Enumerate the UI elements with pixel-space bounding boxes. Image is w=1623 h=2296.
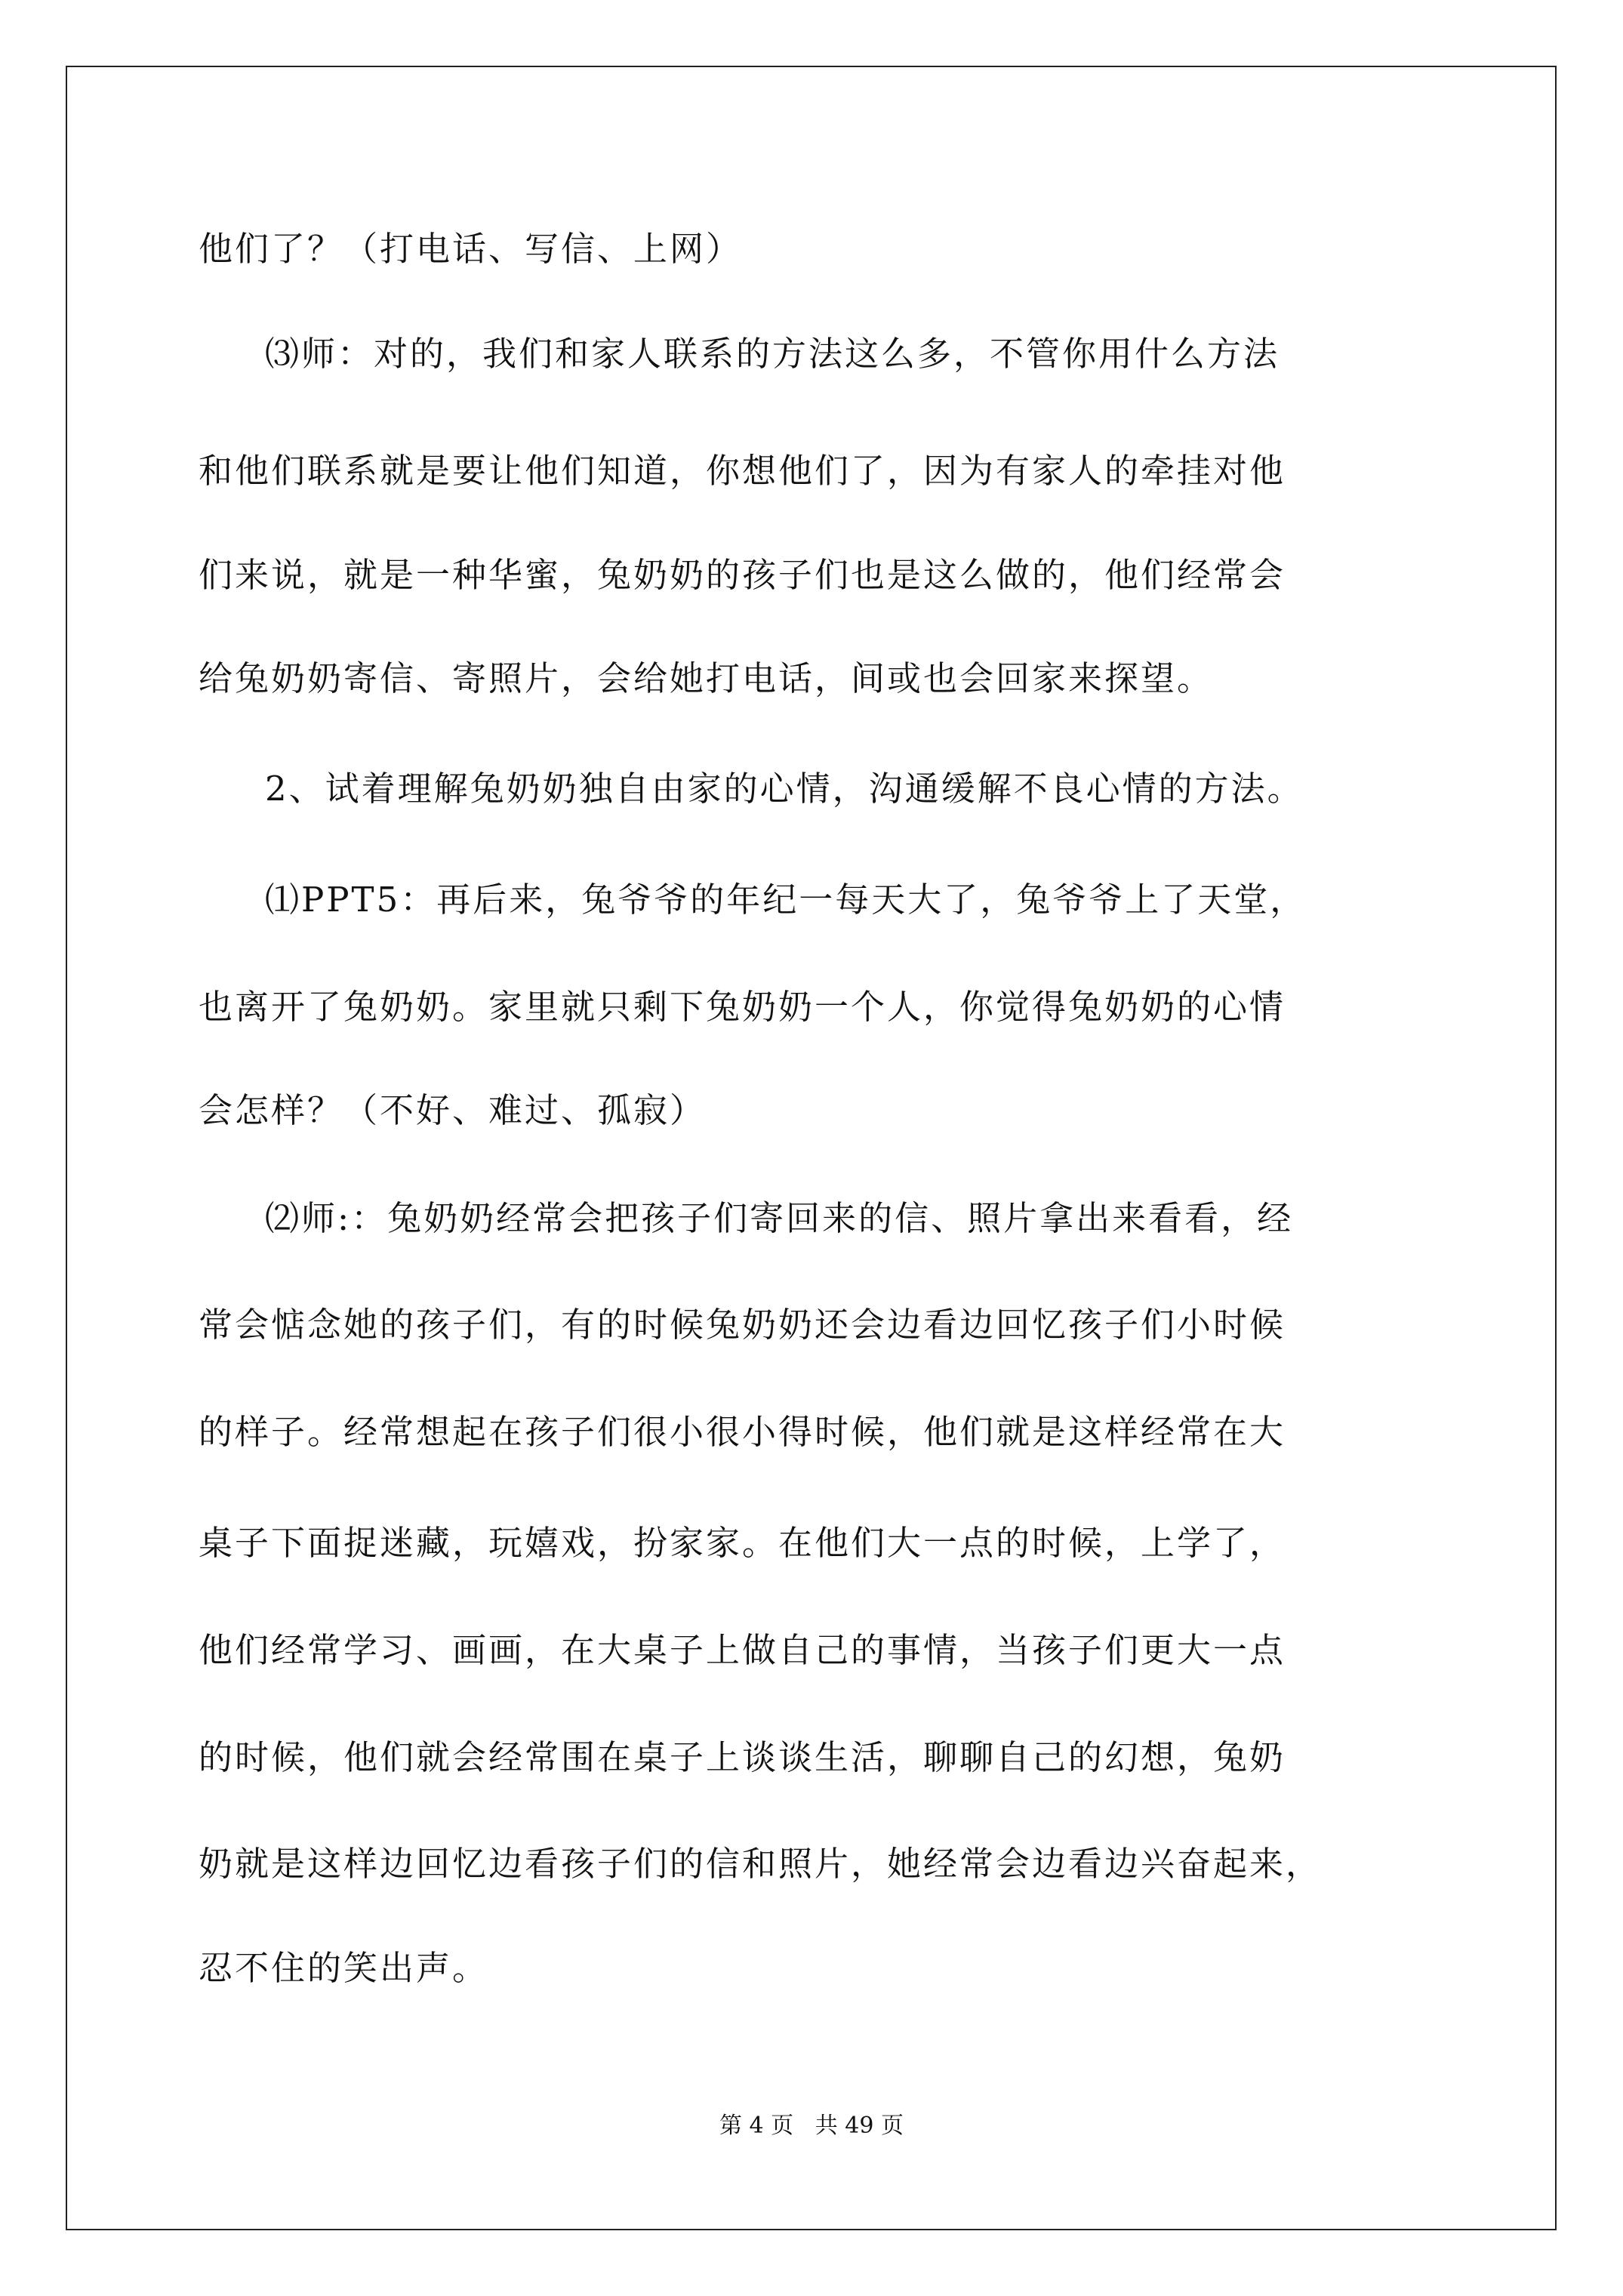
page-number-footer: 第 4 页 共 49 页 <box>719 2113 904 2139</box>
body-text-line: ⑶师：对的，我们和家人联系的方法这么多，不管你用什么方法 <box>265 334 1280 374</box>
body-text-line: 也离开了兔奶奶。家里就只剩下兔奶奶一个人，你觉得兔奶奶的心情 <box>199 987 1286 1027</box>
body-text-line: 会怎样？（不好、难过、孤寂） <box>199 1090 707 1130</box>
body-text-line: 忍不住的笑出声。 <box>199 1948 489 1988</box>
body-text-line: 的样子。经常想起在孩子们很小很小得时候，他们就是这样经常在大 <box>199 1412 1286 1452</box>
page-border <box>66 66 1557 2230</box>
body-text-line: 桌子下面捉迷藏，玩嬉戏，扮家家。在他们大一点的时候，上学了， <box>199 1523 1286 1563</box>
body-text-line: ⑵师:：兔奶奶经常会把孩子们寄回来的信、照片拿出来看看，经 <box>265 1198 1294 1238</box>
body-text-line: 们来说，就是一种华蜜，兔奶奶的孩子们也是这么做的，他们经常会 <box>199 555 1286 595</box>
body-text-line: 他们经常学习、画画，在大桌子上做自己的事情，当孩子们更大一点 <box>199 1630 1286 1670</box>
section-heading: 2、试着理解兔奶奶独自由家的心情，沟通缓解不良心情的方法。 <box>265 769 1304 809</box>
body-text-line: 给兔奶奶寄信、寄照片，会给她打电话，间或也会回家来探望。 <box>199 658 1214 698</box>
body-text-line: 他们了？（打电话、写信、上网） <box>199 229 743 269</box>
body-text-line: 常会惦念她的孩子们，有的时候兔奶奶还会边看边回忆孩子们小时候 <box>199 1305 1286 1345</box>
body-text-line: 的时候，他们就会经常围在桌子上谈谈生活，聊聊自己的幻想，兔奶 <box>199 1737 1286 1777</box>
body-text-line: 和他们联系就是要让他们知道，你想他们了，因为有家人的牵挂对他 <box>199 451 1286 491</box>
body-text-line: 奶就是这样边回忆边看孩子们的信和照片，她经常会边看边兴奋起来， <box>199 1844 1323 1884</box>
body-text-line: ⑴PPT5：再后来，兔爷爷的年纪一每天大了，兔爷爷上了天堂， <box>265 880 1307 920</box>
